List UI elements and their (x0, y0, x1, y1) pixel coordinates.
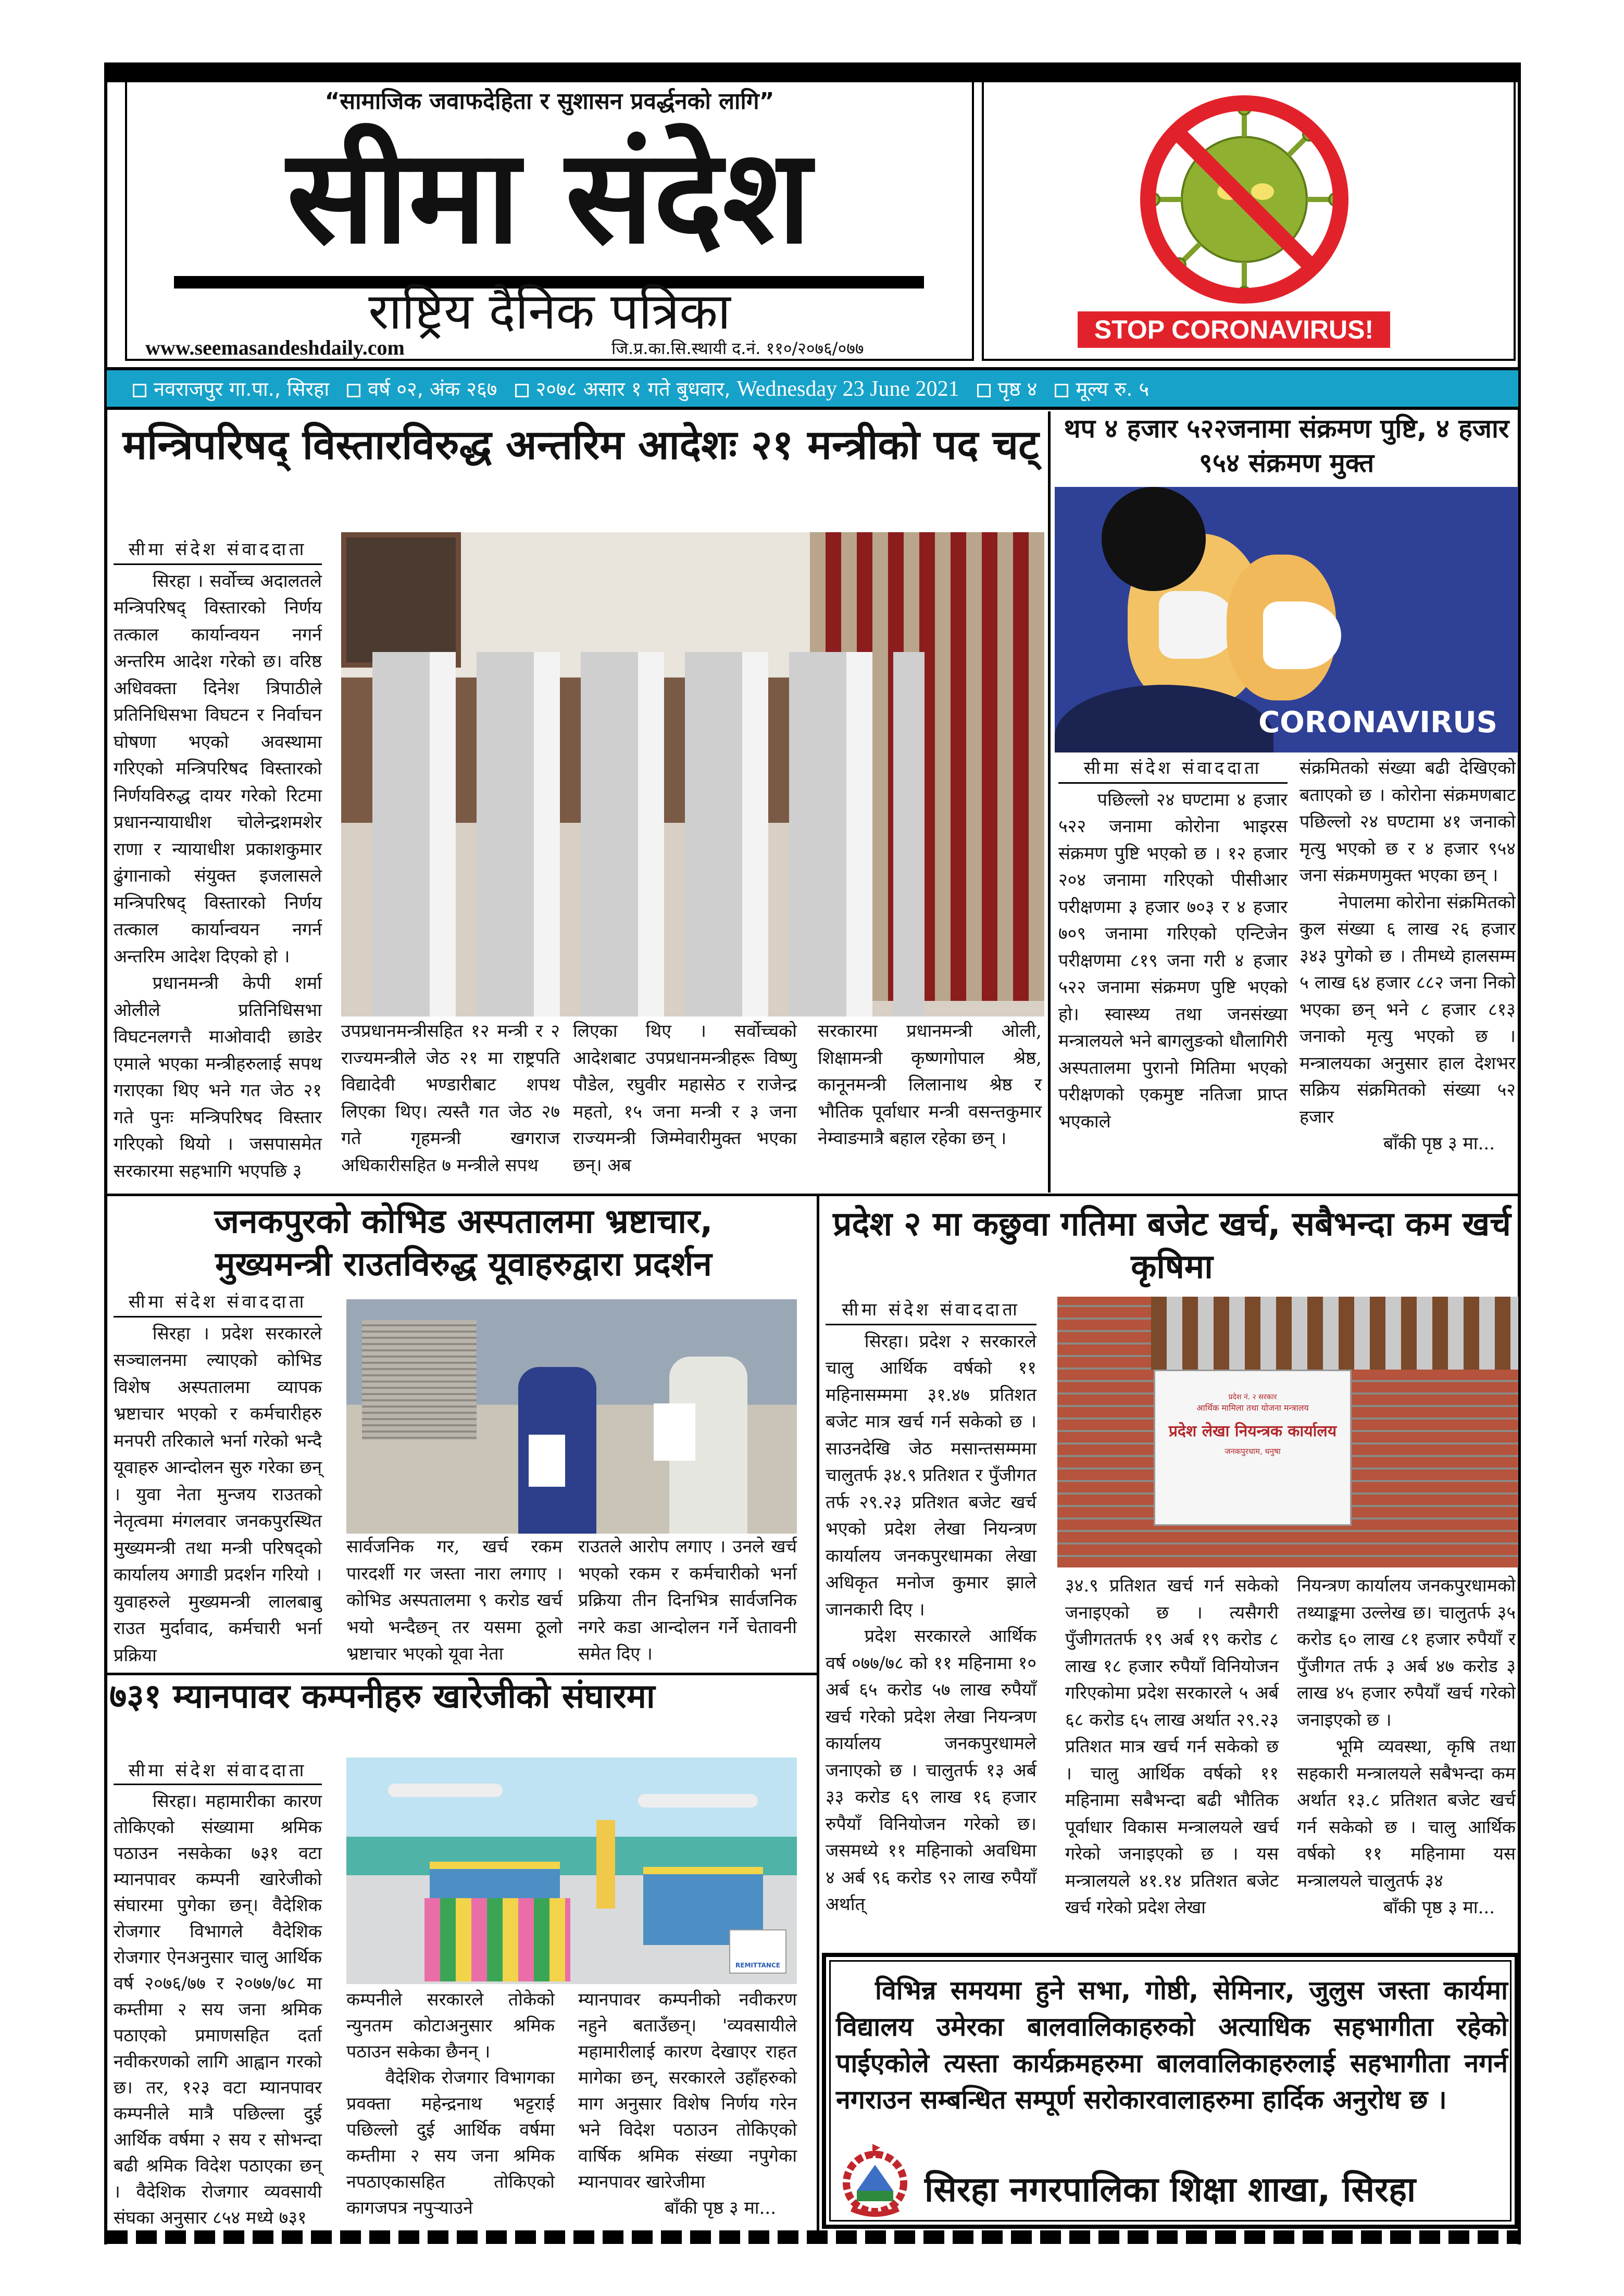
byline: सीमा संदेश संवाददाता (114, 1758, 322, 1785)
square-bullet-icon (347, 384, 360, 397)
article4-col3: नियन्त्रण कार्यालय जनकपुरधामको तथ्याङ्कमा उल्लेख छ। चालुतर्फ ३५ करोड ६० लाख ८१ हजार रुपैयाँ र पुँजीगत तर्फ ३ अर्ब ४७ करोड ३ लाख ४५ हजार रुपैयाँ खर्च गरेको जनाइएको छ । भूमि व्यवस्था, कृषि तथा सहकारी मन्त्रालयले सबैभन्दा कम अर्थात १३.८ प्रतिशत बजेट खर्च गर्न सकेको छ । चालु आर्थिक वर्षको ११ महिनामा यस मन्त्रालयले चालुतर्फ ३४ बाँकी पृष्ठ ३ मा... (1297, 1573, 1516, 1922)
continued-link[interactable]: बाँकी पृष्ठ ३ मा... (664, 2198, 776, 2218)
info-date: २०७८ असार १ गते बुधवार, Wednesday 23 June 2021 (515, 375, 959, 402)
column-divider (1048, 411, 1051, 1193)
info-price: मूल्य रु. ५ (1055, 375, 1149, 402)
airplane-2 (638, 1794, 758, 1808)
website-link[interactable]: www.seemasandeshdaily.com (145, 336, 405, 359)
issue-info-bar (107, 367, 1518, 410)
continued-link[interactable]: बाँकी पृष्ठ ३ मा... (1383, 1133, 1495, 1154)
airplane-1 (388, 1784, 503, 1797)
info-volume: वर्ष ०२, अंक २६७ (347, 375, 497, 402)
public-notice (822, 1953, 1519, 2229)
article5-col3: म्यानपावर कम्पनीको नवीकरण नहुने बताउँछन्। 'व्यवसायीले महामारीलाई कारण देखाएर राहत मागेका छन्, सरकारले उहाँहरुको माग अनुसार विशेष निर्णय गरेन भने विदेश पठाउन तोकिएको वार्षिक श्रमिक संख्या नपुगेका म्यानपावर खारेजीमा बाँकी पृष्ठ ३ मा... (578, 1987, 797, 2221)
article4-headline: प्रदेश २ मा कछुवा गतिमा बजेट खर्च, सबैभन्दा कम खर्च कृषिमा (833, 1205, 1511, 1286)
article3-col3: राउतले आरोप लगाए । उनले खर्च भएको रकम र कर्मचारीको भर्ना प्रक्रिया तीन दिनभित्र सार्वजनिक नगरे कडा आन्दोलन गर्ने चेतावनी समेत दिए । (578, 1536, 797, 1664)
info-pages: पृष्ठ ४ (977, 375, 1038, 402)
article1-headline: मन्त्रिपरिषद् विस्तारविरुद्ध अन्तरिम आदेशः २१ मन्त्रीको पद चट् (122, 422, 1039, 469)
article2-col2: संक्रमितको संख्या बढी देखिएको बताएको छ । कोरोना संक्रमणबाट पछिल्लो २४ घण्टामा ४१ जनाको मृत्यु भएको छ र ४ हजार ९५४ जना संक्रमणमुक्त भएका छन् । नेपालमा कोरोना संक्रमितको कुल संख्या ६ लाख २६ हजार ३४३ पुगेको छ । तीमध्ये हालसम्म ५ लाख ६४ हजार ८८२ जना निको भएका छन् भने ८ हजार ८१३ जनाको मृत्यु भएको छ । मन्त्रालयका अनुसार हाल देशभर सक्रिय संक्रमितको संख्या ५२ हजार बाँकी पृष्ठ ३ मा... (1300, 755, 1516, 1158)
office-sign-photo (1057, 1297, 1518, 1567)
article5-col1: सीमा संदेश संवाददाता सिरहा। महामारीका कारण तोकिएको संख्यामा श्रमिक पठाउन नसकेका ७३१ वटा म्यानपावर कम्पनी खारेजीको संघारमा पुगेका छन्। वैदेशिक रोजगार विभागले वैदेशिक रोजगार ऐनअनुसार चालु आर्थिक वर्ष २०७६/७७ र २०७७/७८ मा कम्तीमा २ सय जना श्रमिक पठाएको प्रमाणसहित दर्ता नवीकरणको लागि आह्वान गरको छ। तर, १२३ वटा म्यानपावर कम्पनीले मात्रै पछिल्ला दुई आर्थिक वर्षमा २ सय र सोभन्दा बढी श्रमिक विदेश पठाएका छन् । वैदेशिक रोजगार व्यवसायी संघका अनुसार ८५४ मध्ये ७३१ (114, 1758, 322, 2231)
protest-photo (346, 1299, 797, 1534)
byline: सीमा संदेश संवाददाता (114, 536, 322, 565)
coronavirus-masks-illustration (1055, 487, 1518, 752)
stop-corona-ad (982, 82, 1516, 361)
window (1151, 1297, 1518, 1370)
hair (1102, 487, 1206, 591)
mask-1 (1159, 591, 1237, 659)
section-divider (107, 1673, 818, 1675)
shoulders (1055, 685, 1273, 752)
article2-col1: सीमा संदेश संवाददाता पछिल्लो २४ घण्टामा ४ हजार ५२२ जनामा कोरोना भाइरस संक्रमण पुष्टि भएको छ । १२ हजार २०४ जनामा गरिएको पीसीआर परीक्षणमा ३ हजार ७०३ र ४ हजार ७०९ जनामा गरिएको एन्टिजेन परीक्षणमा ८१९ जना गरी ४ हजार ५२२ जनामा संक्रमण पुष्टि भएको हो। स्वास्थ्य तथा जनसंख्या मन्त्रालयले भने बागलुङको धौलागिरी अस्पतालमा पुरानो मितिमा भएको परीक्षणको एकमुष्ट नतिजा प्राप्त भएकाले (1058, 755, 1288, 1135)
article3-col2: सार्वजनिक गर, खर्च रकम पारदर्शी गर जस्ता नारा लगाए । कोभिड अस्पतालमा ९ करोड खर्च भयो भन्दैछन् तर यसमा ठूलो भ्रष्टाचार भएको यूवा नेता (346, 1536, 563, 1664)
byline: सीमा संदेश संवाददाता (826, 1297, 1036, 1325)
mask-2 (1263, 601, 1341, 669)
article4-col1: सीमा संदेश संवाददाता सिरहा। प्रदेश २ सरकारले चालु आर्थिक वर्षको ११ महिनासम्ममा ३१.४७ प्रतिशत बजेट मात्र खर्च गर्न सकेको छ । साउनदेखि जेठ मसान्तसम्ममा चालुतर्फ ३४.९ प्रतिशत र पुँजीगत तर्फ २९.२३ प्रतिशत बजेट खर्च भएको प्रदेश लेखा नियन्त्रण कार्यालय जनकपुरधामका लेखा अधिकृत मनोज कुमार झाले जानकारी दिए । प्रदेश सरकारले आर्थिक वर्ष ०७७/७८ को ११ महिनामा १० अर्ब ६५ करोड ५७ लाख रुपैयाँ खर्च गरेको प्रदेश लेखा नियन्त्रण कार्यालय जनकपुरधामले जनाएको छ । चालुतर्फ १३ अर्ब ३३ करोड ६९ लाख १६ हजार रुपैयाँ विनियोजन गरेको छ। जसमध्ये ११ महिनाको अवधिमा ४ अर्ब ९६ करोड ९२ लाख रुपैयाँ अर्थात् (826, 1297, 1036, 1918)
article2-headline: थप ४ हजार ५२२जनामा संक्रमण पुष्टि, ४ हजार ९५४ संक्रमण मुक्त (1064, 413, 1509, 478)
article1-col1: सीमा संदेश संवाददाता सिरहा । सर्वोच्च अदालतले मन्त्रिपरिषद् विस्तारको निर्णय तत्काल कार्यान्वयन नगर्न अन्तरिम आदेश गरेको छ। वरिष्ठ अधिवक्ता दिनेश त्रिपाठीले प्रतिनिधिसभा विघटन र निर्वाचन घोषणा भएको अवस्थामा गरिएको मन्त्रिपरिषद विस्तारको निर्णयविरुद्ध दायर गरेको रिटमा प्रधानन्यायाधीश चोलेन्द्रशमशेर राणा र न्यायाधीश प्रकाशकुमार ढुंगानाको संयुक्त इजलासले मन्त्रिपरिषद् विस्तारको निर्णय तत्काल कार्यान्वयन नगर्न अन्तरिम आदेश दिएको हो । प्रधानमन्त्री केपी शर्मा ओलीले प्रतिनिधिसभा विघटनलगत्तै माओवादी छाडेर एमाले भएका मन्त्रीहरुलाई सपथ गराएका थिए भने गत जेठ २१ गते पुनः मन्त्रिपरिषद विस्तार गरिएको थियो । जसपासमेत सरकारमा सहभागि भएपछि ३ (114, 536, 322, 1185)
notice-signature: सिरहा नगरपालिका शिक्षा शाखा, सिरहा (925, 2169, 1416, 2210)
registration-number: जि.प्र.का.सि.स्थायी द.नं. ११०/२०७६/०७७ (611, 338, 864, 358)
newspaper-subtitle: राष्ट्रिय दैनिक पत्रिका (368, 282, 731, 341)
section-divider (107, 1194, 1518, 1196)
byline: सीमा संदेश संवाददाता (114, 1289, 322, 1318)
stop-coronavirus-banner: STOP CORONAVIRUS! (1078, 311, 1390, 348)
placard-1 (529, 1435, 565, 1487)
shutter (362, 1320, 477, 1440)
article1-col2: उपप्रधानमन्त्रीसहित १२ मन्त्री र २ राज्यमन्त्रीले जेठ २१ मा राष्ट्रपति विद्यादेवी भण्डारीबाट शपथ लिएका थिए। त्यस्तै गत जेठ २७ गते गृहमन्त्री खगराज अधिकारीसहित ७ मन्त्रीले सपथ (341, 1021, 560, 1176)
swearing-in-photo (341, 532, 1044, 1017)
article5-headline: ७३१ म्यानपावर कम्पनीहरु खारेजीको संघारमा (109, 1677, 655, 1716)
square-bullet-icon (133, 384, 146, 397)
continued-link[interactable]: बाँकी पृष्ठ ३ मा... (1383, 1897, 1495, 1918)
no-virus-icon (1104, 93, 1385, 306)
square-bullet-icon (1055, 384, 1068, 397)
info-location: नवराजपुर गा.पा., सिरहा (133, 375, 329, 402)
airport-illustration (346, 1758, 797, 1984)
article3-headline: जनकपुरको कोभिड अस्पतालमा भ्रष्टाचार, मुख्यमन्त्री राउतविरुद्ध यूवाहरुद्वारा प्रदर्शन (214, 1202, 713, 1284)
article1-col3: लिएका थिए । सर्वोच्चको आदेशबाट उपप्रधानमन्त्रीहरू विष्णु पौडेल, रघुवीर महासेठ र राजेन्द्र महतो, १५ जना मन्त्री र ३ जना राज्यमन्त्री जिम्मेवारीमुक्त भएका छन्। अब (573, 1021, 797, 1176)
remittance-sign: REMITTANCE (729, 1929, 786, 1974)
officials-group (352, 652, 925, 1017)
column-divider (817, 1195, 819, 2231)
portrait-frame (341, 532, 461, 668)
top-bar (104, 62, 1521, 82)
article5-col2: कम्पनीले सरकारले तोकेको न्युनतम कोटाअनुसार श्रमिक पठाउन सकेका छैनन् । वैदेशिक रोजगार विभागका प्रवक्ता महेन्द्रनाथ भट्टराई पछिल्लो दुई आर्थिक वर्षमा कम्तीमा २ सय जना श्रमिक नपठाएकासहित तोकिएको कागजपत्र नपुऱ्याउने (346, 1989, 555, 2218)
article4-col2: ३४.९ प्रतिशत खर्च गर्न सकेको जनाइएको छ । त्यसैगरी पुँजीगततर्फ १९ अर्ब १९ करोड ८ लाख १८ हजार रुपैयाँ विनियोजन गरिएकोमा प्रदेश सरकारले ५ अर्ब ६८ करोड ६५ लाख अर्थात २९.२३ प्रतिशत मात्र खर्च गर्न सकेको छ । चालु आर्थिक वर्षको ११ महिनामा सबैभन्दा बढी भौतिक पूर्वाधार विकास मन्त्रालयले खर्च गरेको जनाइएको छ । यस मन्त्रालयले ४१.१४ प्रतिशत बजेट खर्च गरेको प्रदेश लेखा (1065, 1575, 1279, 1918)
notice-body: विभिन्न समयमा हुने सभा, गोष्ठी, सेमिनार, जुलुस जस्ता कार्यमा विद्यालय उमेरका बालवालिकाहरुको अत्याधिक सहभागीता रहेको पाईएकोले त्यस्ता कार्यक्रमहरुमा बालवालिकाहरुलाई सहभागीता नगर्न नगराउन सम्बन्धित सम्पूर्ण सरोकारवालाहरुमा हार्दिक अनुरोध छ । (836, 1975, 1508, 2115)
nepal-emblem-icon (841, 2141, 909, 2219)
masthead (125, 82, 974, 361)
coronavirus-label: CORONAVIRUS (1258, 706, 1497, 739)
placard-2 (654, 1403, 695, 1461)
tagline: “सामाजिक जवाफदेहिता र सुशासन प्रवर्द्धनको लागि” (324, 88, 774, 115)
control-tower (596, 1820, 615, 1909)
square-bullet-icon (977, 384, 991, 397)
article3-col1: सीमा संदेश संवाददाता सिरहा । प्रदेश सरकारले सञ्चालनमा ल्याएको कोभिड विशेष अस्पतालमा व्यापक भ्रष्टाचार भएको र कर्मचारीहरु मनपरी तरिकाले भर्ना गरेको भन्दै यूवाहरु आन्दोलन सुरु गरेका छन् । युवा नेता मुन्जय राउतको नेतृत्वमा मंगलवार जनकपुरस्थित मुख्यमन्त्री तथा मन्त्री परिषद्को कार्यालय अगाडी प्रदर्शन गरियो । युवाहरुले मुख्यमन्त्री लालबाबु राउत मुर्दावाद, कर्मचारी भर्ना प्रक्रिया (114, 1289, 322, 1669)
article1-col4: सरकारमा प्रधानमन्त्री ओली, शिक्षामन्त्री कृष्णगोपाल श्रेष्ठ, कानूनमन्त्री लिलानाथ श्रेष्ठ र भौतिक पूर्वाधार मन्त्री वसन्तकुमार नेम्वाङमात्रै बहाल रहेका छन् । (818, 1021, 1042, 1149)
byline: सीमा संदेश संवाददाता (1058, 755, 1288, 784)
office-sign: प्रदेश नं. २ सरकार आर्थिक मामिला तथा योजना मन्त्रालय प्रदेश लेखा नियन्त्रक कार्यालय जनकपुरधाम, धनुषा (1154, 1370, 1352, 1526)
travelers (424, 1898, 570, 1981)
bottom-dashed-border (107, 2230, 1518, 2244)
newspaper-title: सीमा संदेश (286, 121, 811, 272)
square-bullet-icon (515, 384, 529, 397)
